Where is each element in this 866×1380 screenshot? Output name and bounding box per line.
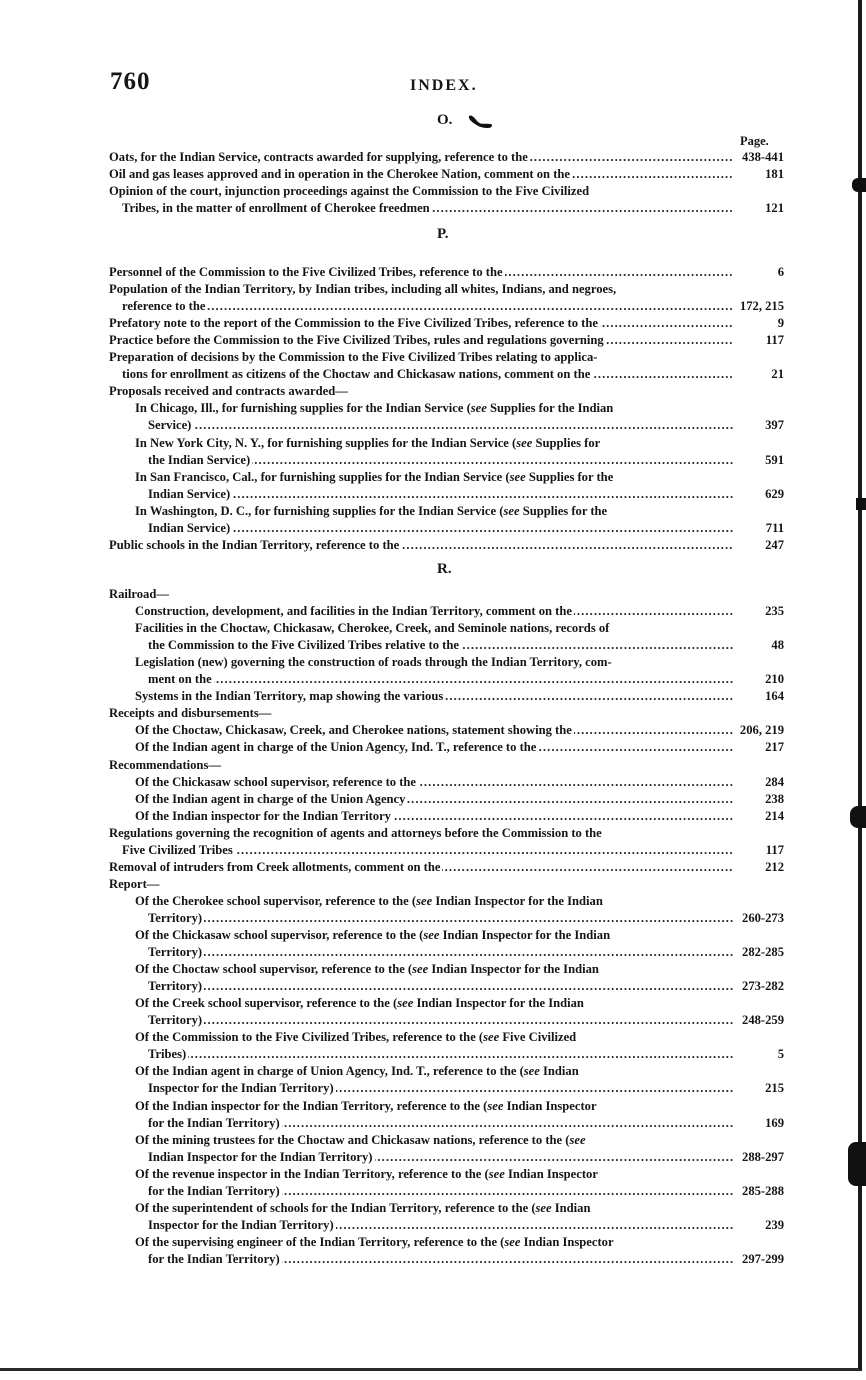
page-column-heading: Page. [740, 134, 769, 148]
page-reference: 117 [765, 842, 784, 857]
margin-mark [852, 178, 866, 192]
entry-text: Territory) [148, 1013, 203, 1028]
entry-text: Indian Service) [148, 486, 231, 501]
index-entry-line [109, 281, 733, 298]
entry-text: In Chicago, Ill., for furnishing supplies for the Indian Service (see Supplies for the Indian [135, 401, 614, 416]
entry-text: reference to the [122, 299, 206, 314]
index-entry-line [109, 149, 733, 166]
index-entry-line [122, 366, 733, 383]
entry-text: the Indian Service) [148, 452, 251, 467]
entry-text: Inspector for the Indian Territory) [148, 1217, 334, 1232]
entry-text: Regulations governing the recognition of agents and attorneys before the Commission to the [109, 825, 602, 840]
entry-text: Railroad— [109, 587, 169, 601]
index-entry-line [148, 944, 733, 961]
page-reference: 260-273 [742, 910, 784, 925]
entry-text: tions for enrollment as citizens of the Choctaw and Chickasaw nations, comment on the [122, 367, 591, 382]
entry-text: ment on the [148, 672, 212, 687]
page-reference: 711 [765, 520, 784, 535]
page-reference: 629 [765, 486, 784, 501]
entry-text: Population of the Indian Territory, by Indian tribes, including all whites, Indians, and negroes, [109, 282, 617, 297]
entry-text: Territory) [148, 979, 203, 994]
index-entry-line [109, 315, 733, 332]
entry-text: Of the Cherokee school supervisor, reference to the (see Indian Inspector for the Indian [135, 893, 603, 908]
entry-text: Inspector for the Indian Territory) [148, 1081, 334, 1096]
page-reference: 285-288 [742, 1183, 784, 1198]
index-entry-line [148, 978, 733, 995]
page-reference: 210 [765, 672, 784, 687]
page-reference: 214 [765, 808, 784, 823]
index-entry-line [135, 791, 733, 808]
index-entry-line [135, 1200, 733, 1217]
entry-text: Of the supervising engineer of the Indian Territory, reference to the (see Indian Inspector [135, 1234, 614, 1249]
page-reference: 217 [765, 740, 784, 755]
page-reference: 5 [777, 1047, 784, 1062]
section-letter-text: O. [437, 112, 453, 128]
index-entry-line [135, 503, 733, 520]
index-entry-line [135, 995, 733, 1012]
entry-text: for the Indian Territory) [148, 1115, 280, 1130]
page-reference: 248-259 [742, 1013, 784, 1028]
entry-text: Public schools in the Indian Territory, reference to the [109, 537, 400, 552]
entry-text: Personnel of the Commission to the Five Civilized Tribes, reference to the [109, 265, 503, 279]
index-entry-line [135, 808, 733, 825]
index-entry-line [148, 486, 733, 503]
index-entry-line [135, 1132, 733, 1149]
entry-text: Of the Chickasaw school supervisor, reference to the (see Indian Inspector for the Indian [135, 928, 611, 942]
entry-text: Of the Commission to the Five Civilized Tribes, reference to the (see Five Civilized [135, 1030, 577, 1045]
page-reference: 117 [765, 333, 784, 348]
entry-text: Tribes) [148, 1047, 187, 1062]
index-entry-line [135, 893, 733, 910]
entry-text: Of the Indian inspector for the Indian Territory [135, 808, 391, 823]
entry-text: Of the Indian agent in charge of Union Agency, Ind. T., reference to the (see Indian [135, 1064, 579, 1079]
entry-text: Of the Chickasaw school supervisor, reference to the [135, 774, 416, 789]
page-reference: 438-441 [742, 150, 784, 164]
index-entry-line [148, 1080, 733, 1097]
entry-text: Of the Indian inspector for the Indian Territory, reference to the (see Indian Inspector [135, 1098, 597, 1113]
page-reference: 169 [765, 1115, 784, 1130]
index-entry-line [148, 1012, 733, 1029]
index-entry-line [109, 876, 733, 893]
index-entry-line [135, 688, 733, 705]
entry-text: Construction, development, and facilities in the Indian Territory, comment on the [135, 604, 572, 619]
entry-text: the Commission to the Five Civilized Tribes relative to the [148, 638, 459, 653]
index-entry-line [109, 332, 733, 349]
entry-text: Removal of intruders from Creek allotments, comment on the [109, 859, 441, 874]
index-entry-line [148, 1251, 733, 1268]
index-entry-line [109, 705, 733, 722]
entry-text: for the Indian Territory) [148, 1251, 280, 1266]
index-entry-line [109, 383, 733, 400]
page-reference: 6 [777, 265, 784, 279]
index-entry-line [148, 1149, 733, 1166]
entry-text: In Washington, D. C., for furnishing supplies for the Indian Service (see Supplies for the [135, 503, 608, 518]
index-entry-line [135, 1166, 733, 1183]
margin-mark [850, 806, 866, 828]
entry-text: Of the superintendent of schools for the Indian Territory, reference to the (see Indian [135, 1200, 591, 1215]
page-reference: 297-299 [742, 1251, 784, 1266]
index-entry-line [109, 586, 733, 603]
entry-text: In San Francisco, Cal., for furnishing supplies for the Indian Service (see Supplies for the [135, 469, 614, 484]
index-entry-line [135, 1098, 733, 1115]
index-entry-line [109, 349, 733, 366]
entry-text: Opinion of the court, injunction proceedings against the Commission to the Five Civilized [109, 184, 590, 199]
entry-text: Systems in the Indian Territory, map showing the various [135, 689, 444, 704]
index-entry-line [109, 537, 733, 554]
index-entry-line [148, 1115, 733, 1132]
index-entry-line [148, 452, 733, 469]
page-reference: 284 [765, 774, 784, 789]
index-entry-line [148, 910, 733, 927]
index-entry-line [109, 859, 733, 876]
page-reference: 215 [765, 1081, 784, 1096]
entry-text: Oil and gas leases approved and in operation in the Cherokee Nation, comment on the [109, 167, 570, 182]
entry-text: Practice before the Commission to the Five Civilized Tribes, rules and regulations governing [109, 333, 604, 348]
page-reference: 247 [765, 537, 784, 552]
page-reference: 282-285 [742, 945, 784, 960]
entry-text: Proposals received and contracts awarded— [109, 384, 348, 399]
index-entry-line [148, 1046, 733, 1063]
index-entry-line [148, 637, 733, 654]
page-reference: 121 [765, 201, 784, 216]
index-entry-line [122, 298, 733, 315]
index-entry-line [148, 417, 733, 434]
entry-text: Recommendations— [109, 757, 221, 772]
index-entry-line [109, 264, 733, 281]
page-reference: 397 [765, 418, 784, 433]
page-reference: 212 [765, 859, 784, 874]
index-entry-line [148, 1183, 733, 1200]
index-entry-line [148, 671, 733, 688]
margin-mark [856, 498, 866, 510]
index-entry-line [135, 927, 733, 944]
index-entry-line [135, 1029, 733, 1046]
index-entry-line [109, 166, 733, 183]
page-reference: 591 [765, 452, 784, 467]
index-entry-line [122, 842, 733, 859]
entry-text: Preparation of decisions by the Commission to the Five Civilized Tribes relating to applica- [109, 350, 598, 365]
page-reference: 181 [765, 167, 784, 182]
index-entry-line [109, 183, 733, 200]
index-entry-line [135, 1234, 733, 1251]
index-entry-line [135, 1063, 733, 1080]
page-reference: 273-282 [742, 979, 784, 994]
page-reference: 288-297 [742, 1149, 784, 1164]
index-entry-line [135, 722, 733, 739]
index-entry-line [109, 757, 733, 774]
entry-text: Of the Creek school supervisor, reference to the (see Indian Inspector for the Indian [135, 996, 584, 1011]
page-reference: 206, 219 [739, 723, 784, 738]
index-entry-line [135, 620, 733, 637]
running-head: INDEX. [410, 77, 478, 94]
entry-text: Oats, for the Indian Service, contracts awarded for supplying, reference to the [109, 150, 528, 164]
page-reference: 238 [765, 791, 784, 806]
index-entry-line [148, 1217, 733, 1234]
entry-text: Indian Inspector for the Indian Territory) [148, 1149, 373, 1164]
entry-text: Service) [148, 418, 192, 433]
entry-text: Of the Indian agent in charge of the Union Agency [135, 791, 406, 806]
index-entry-line [109, 825, 733, 842]
index-entry-line [135, 435, 733, 452]
entry-text: Legislation (new) governing the construction of roads through the Indian Territory, com- [135, 655, 612, 670]
entry-text: Of the revenue inspector in the Indian Territory, reference to the (see Indian Inspector [135, 1166, 598, 1181]
entry-text: Of the Choctaw school supervisor, reference to the (see Indian Inspector for the Indian [135, 962, 599, 977]
entry-text: In New York City, N. Y., for furnishing supplies for the Indian Service (see Supplies for [135, 435, 601, 450]
page-reference: 164 [765, 689, 784, 704]
section-letter-text: R. [437, 561, 452, 577]
section-letter-text: P. [437, 226, 449, 242]
page-number: 760 [110, 68, 151, 95]
entry-text: Five Civilized Tribes [122, 842, 233, 857]
page-reference: 9 [777, 316, 784, 331]
index-entry-line [135, 469, 733, 486]
entry-text: Tribes, in the matter of enrollment of Cherokee freedmen [122, 201, 430, 216]
page-reference: 48 [771, 638, 784, 653]
index-entry-line [135, 961, 733, 978]
entry-text: Report— [109, 876, 160, 891]
entry-text: Prefatory note to the report of the Commission to the Five Civilized Tribes, reference to the [109, 316, 598, 331]
page-reference: 21 [771, 367, 784, 382]
entry-text: Of the Indian agent in charge of the Union Agency, Ind. T., reference to the [135, 740, 537, 755]
entry-text: Of the mining trustees for the Choctaw and Chickasaw nations, reference to the (see [135, 1132, 586, 1147]
entry-text: Indian Service) [148, 520, 231, 535]
page-reference: 172, 215 [739, 299, 784, 314]
entry-text: Of the Choctaw, Chickasaw, Creek, and Cherokee nations, statement showing the [135, 723, 572, 738]
entry-text: Territory) [148, 910, 203, 925]
page-reference: 235 [765, 604, 784, 619]
index-entry-line [135, 400, 733, 417]
index-entry-line [135, 654, 733, 671]
index-entry-line [135, 603, 733, 620]
index-entry-line [135, 739, 733, 756]
entry-text: Territory) [148, 945, 203, 960]
entry-text: for the Indian Territory) [148, 1183, 280, 1198]
entry-text: Receipts and disbursements— [109, 706, 272, 721]
index-entry-line [148, 520, 733, 537]
index-entry-line [135, 774, 733, 791]
entry-text: Facilities in the Choctaw, Chickasaw, Cherokee, Creek, and Seminole nations, records of [135, 621, 610, 636]
page-reference: 239 [765, 1217, 784, 1232]
margin-mark [848, 1142, 866, 1186]
index-entry-line [122, 200, 733, 217]
